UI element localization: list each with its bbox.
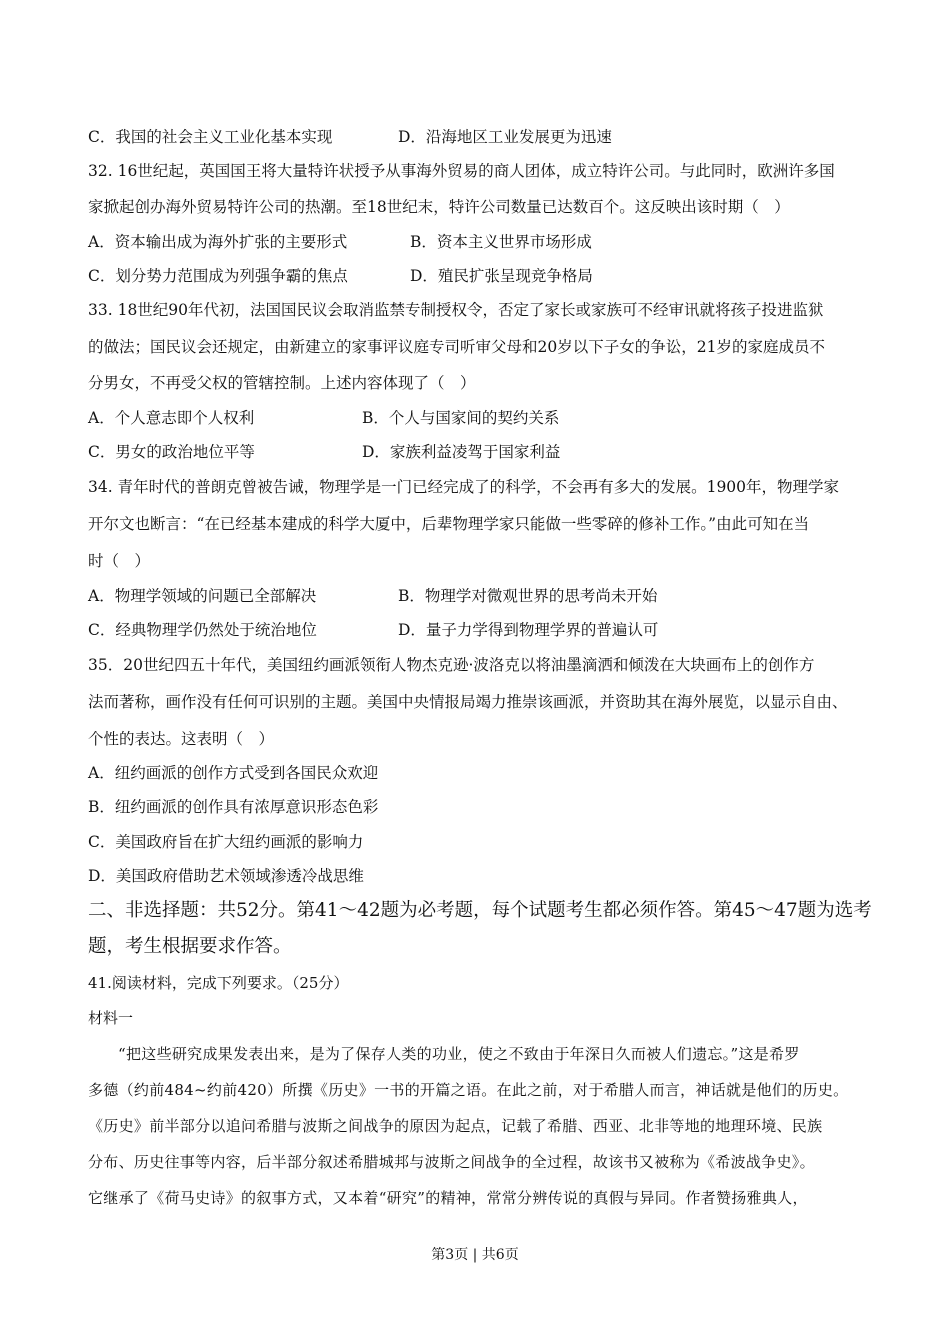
q35-stem-line2: 法而著称，画作没有任何可识别的主题。美国中央情报局竭力推崇该画派，并资助其在海外展览，以显示自由、 [88, 693, 848, 711]
section-two-heading-line1: 二、非选择题：共52分。第41～42题为必考题，每个试题考生都必须作答。第45～47题为选考 [88, 900, 872, 921]
q41-material-line4: 分布、历史往事等内容，后半部分叙述希腊城邦与波斯之间战争的全过程，故该书又被称为《希波战争史》。 [88, 1153, 815, 1171]
page-footer: 第3页 | 共6页 [431, 1247, 519, 1263]
section-two-heading-line2: 题，考生根据要求作答。 [88, 936, 292, 957]
q35-option-c: C．美国政府旨在扩大纽约画派的影响力 [88, 833, 364, 851]
q32-stem-line1: 32. 16世纪起，英国国王将大量特许状授予从事海外贸易的商人团体，成立特许公司。与此同时，欧洲许多国 [88, 162, 835, 180]
q32-option-d: D．殖民扩张呈现竞争格局 [410, 267, 593, 285]
q41-material-line3: 《历史》前半部分以追问希腊与波斯之间战争的原因为起点，记载了希腊、西亚、北非等地的地理环境、民族 [88, 1117, 823, 1135]
q33-stem-line1: 33. 18世纪90年代初，法国国民议会取消监禁专制授权令，否定了家长或家族可不经审讯就将孩子投进监狱 [88, 301, 824, 319]
q33-option-c: C．男女的政治地位平等 [88, 443, 255, 461]
q31-option-c: C．我国的社会主义工业化基本实现 [88, 128, 333, 146]
q34-option-b: B．物理学对微观世界的思考尚未开始 [398, 587, 658, 605]
q32-option-b: B．资本主义世界市场形成 [410, 233, 592, 251]
q35-option-a: A．纽约画派的创作方式受到各国民众欢迎 [88, 764, 379, 782]
q32-stem-line2: 家掀起创办海外贸易特许公司的热潮。至18世纪末，特许公司数量已达数百个。这反映出该时期（ ） [88, 198, 790, 216]
q33-stem-line3: 分男女，不再受父权的管辖控制。上述内容体现了（ ） [88, 374, 476, 392]
q34-option-c: C．经典物理学仍然处于统治地位 [88, 621, 317, 639]
q34-stem-line2: 开尔文也断言：“在已经基本建成的科学大厦中，后辈物理学家只能做一些零碎的修补工作。”由此可知在当 [88, 515, 810, 533]
q32-option-a: A．资本输出成为海外扩张的主要形式 [88, 233, 348, 251]
q35-stem-line1: 35．20世纪四五十年代，美国纽约画派领衔人物杰克逊·波洛克以将油墨滴洒和倾泼在大块画布上的创作方 [88, 656, 815, 674]
q41-title: 41.阅读材料，完成下列要求。（25分） [88, 974, 349, 992]
q33-stem-line2: 的做法；国民议会还规定，由新建立的家事评议庭专司听审父母和20岁以下子女的争讼，21岁的家庭成员不 [88, 338, 825, 356]
q41-material-line2: 多德（约前484~约前420）所撰《历史》一书的开篇之语。在此之前，对于希腊人而言，神话就是他们的历史。 [88, 1081, 849, 1099]
q31-option-d: D．沿海地区工业发展更为迅速 [398, 128, 612, 146]
q34-option-d: D．量子力学得到物理学界的普遍认可 [398, 621, 659, 639]
q33-option-a: A．个人意志即个人权利 [88, 409, 255, 427]
q35-option-d: D．美国政府借助艺术领域渗透冷战思维 [88, 867, 364, 885]
q41-material-label: 材料一 [88, 1009, 134, 1027]
q33-option-d: D．家族利益凌驾于国家利益 [362, 443, 561, 461]
q41-material-line1: “把这些研究成果发表出来，是为了保存人类的功业，使之不致由于年深日久而被人们遗忘。”这是希罗 [118, 1045, 800, 1063]
q41-material-line5: 它继承了《荷马史诗》的叙事方式，又本着“研究”的精神，常常分辨传说的真假与异同。作者赞扬雅典人， [88, 1189, 808, 1207]
q34-stem-line3: 时（ ） [88, 552, 151, 570]
q35-option-b: B．纽约画派的创作具有浓厚意识形态色彩 [88, 798, 379, 816]
q32-option-c: C．划分势力范围成为列强争霸的焦点 [88, 267, 348, 285]
q33-option-b: B．个人与国家间的契约关系 [362, 409, 560, 427]
q35-stem-line3: 个性的表达。这表明（ ） [88, 730, 275, 748]
q34-option-a: A．物理学领域的问题已全部解决 [88, 587, 317, 605]
q34-stem-line1: 34. 青年时代的普朗克曾被告诫，物理学是一门已经完成了的科学，不会再有多大的发展。1900年，物理学家 [88, 478, 840, 496]
